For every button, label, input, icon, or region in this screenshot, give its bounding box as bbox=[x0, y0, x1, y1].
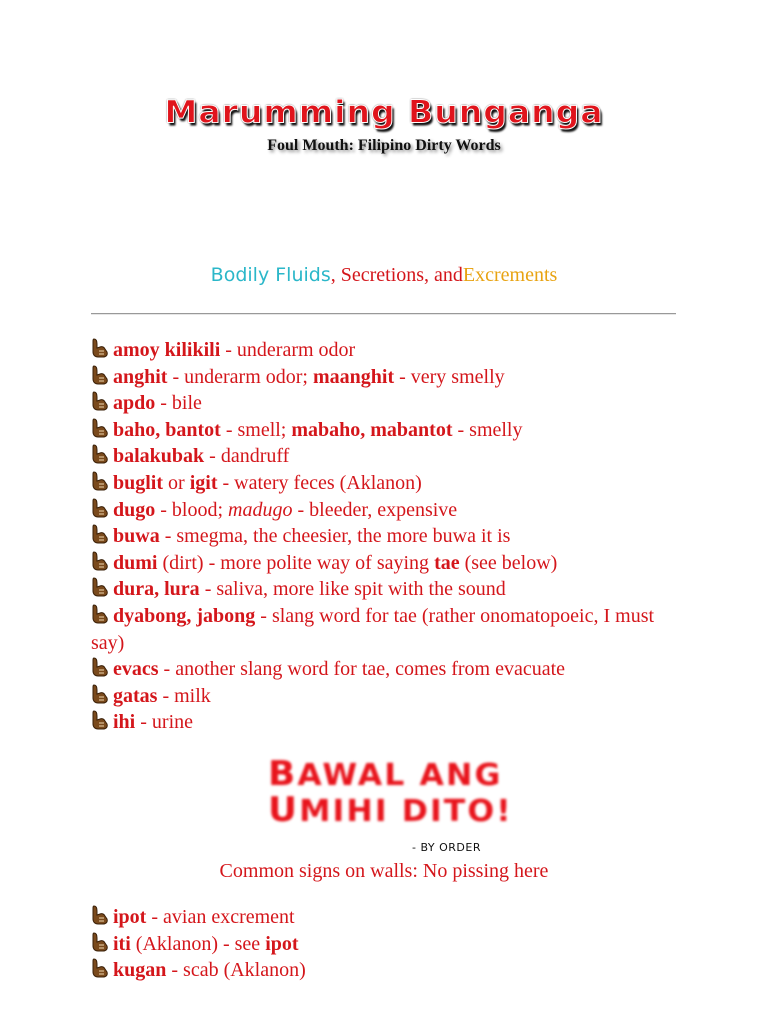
term: ipot bbox=[265, 932, 299, 955]
list-item bbox=[91, 364, 691, 391]
list-item bbox=[91, 656, 691, 683]
word-list bbox=[91, 337, 691, 736]
definition: - bile bbox=[155, 392, 202, 415]
pointing-hand-icon bbox=[91, 418, 109, 438]
sign-image bbox=[268, 754, 513, 857]
term: kugan bbox=[113, 959, 167, 982]
site-logo bbox=[0, 92, 768, 155]
list-item bbox=[91, 417, 691, 444]
pointing-hand-icon bbox=[91, 444, 109, 464]
definition: (dirt) - more polite way of saying bbox=[157, 551, 435, 574]
term: evacs bbox=[113, 658, 159, 681]
definition: - slang word for tae (rather onomatopoeic, I must say) bbox=[91, 604, 655, 654]
pointing-hand-icon bbox=[91, 471, 109, 491]
pointing-hand-icon bbox=[91, 684, 109, 704]
term: dyabong, jabong bbox=[113, 604, 256, 627]
definition: - urine bbox=[135, 711, 194, 734]
definition: - blood; bbox=[155, 498, 229, 521]
definition: - another slang word for tae, comes from evacuate bbox=[158, 658, 566, 681]
definition: - scab (Aklanon) bbox=[166, 959, 306, 982]
list-item bbox=[91, 470, 691, 497]
pointing-hand-icon bbox=[91, 905, 109, 925]
logo-title: Marumming Bunganga bbox=[164, 92, 604, 131]
term: apdo bbox=[113, 392, 156, 415]
pointing-hand-icon bbox=[91, 551, 109, 571]
definition: (see below) bbox=[459, 551, 558, 574]
list-item bbox=[91, 337, 691, 364]
term: tae bbox=[434, 551, 460, 574]
pointing-hand-icon bbox=[91, 524, 109, 544]
pointing-hand-icon bbox=[91, 498, 109, 518]
list-item bbox=[91, 603, 691, 656]
list-item bbox=[91, 523, 691, 550]
term: anghit bbox=[113, 365, 168, 388]
term: ipot bbox=[113, 906, 147, 928]
definition: - underarm odor; bbox=[167, 365, 313, 388]
term: buglit bbox=[113, 471, 164, 494]
horizontal-rule bbox=[91, 313, 676, 315]
list-item bbox=[91, 576, 691, 603]
logo-subtitle: Foul Mouth: Filipino Dirty Words bbox=[267, 137, 501, 154]
pointing-hand-icon bbox=[91, 338, 109, 358]
definition: - bleeder, expensive bbox=[292, 498, 458, 521]
term: buwa bbox=[113, 525, 160, 548]
list-item bbox=[91, 497, 691, 524]
pointing-hand-icon bbox=[91, 710, 109, 730]
definition: - smelly bbox=[452, 418, 523, 441]
pointing-hand-icon bbox=[91, 391, 109, 411]
term: gatas bbox=[113, 684, 158, 707]
pointing-hand-icon bbox=[91, 577, 109, 597]
list-item bbox=[91, 957, 691, 984]
term: dura, lura bbox=[113, 578, 200, 601]
list-item bbox=[91, 550, 691, 577]
pointing-hand-icon bbox=[91, 958, 109, 978]
list-item bbox=[91, 904, 691, 931]
definition: - milk bbox=[157, 684, 211, 707]
sign-line-1: BAWAL ANG bbox=[268, 754, 503, 794]
term: ihi bbox=[113, 711, 136, 734]
definition: - saliva, more like spit with the sound bbox=[199, 578, 506, 601]
definition: - watery feces (Aklanon) bbox=[217, 471, 422, 494]
list-item bbox=[91, 443, 691, 470]
term: mabaho, mabantot bbox=[291, 418, 453, 441]
heading-excrements: Excrements bbox=[462, 264, 558, 286]
definition: or bbox=[163, 471, 190, 494]
term: maanghit bbox=[312, 365, 395, 388]
term: balakubak bbox=[113, 445, 205, 468]
sign-line-2: UMIHI DITO! bbox=[268, 790, 513, 830]
list-item bbox=[91, 390, 691, 417]
sign-caption: Common signs on walls: No pissing here bbox=[219, 860, 549, 882]
pointing-hand-icon bbox=[91, 365, 109, 385]
term: dugo bbox=[113, 498, 156, 521]
list-item bbox=[91, 683, 691, 710]
term: baho, bantot bbox=[113, 418, 221, 441]
term: igit bbox=[189, 471, 218, 494]
list-item bbox=[91, 931, 691, 958]
pointing-hand-icon bbox=[91, 604, 109, 624]
word-list-continued bbox=[91, 904, 691, 984]
definition: - smegma, the cheesier, the more buwa it is bbox=[159, 525, 511, 548]
definition: - avian excrement bbox=[146, 906, 295, 928]
term: iti bbox=[113, 932, 131, 955]
definition: - very smelly bbox=[394, 365, 505, 388]
term: dumi bbox=[113, 551, 158, 574]
term: amoy kilikili bbox=[113, 339, 221, 361]
definition: - underarm odor bbox=[220, 339, 356, 361]
definition: (Aklanon) - see bbox=[130, 932, 266, 955]
heading-bodily-fluids: Bodily Fluids bbox=[210, 264, 331, 286]
sign-by-order: - BY ORDER bbox=[412, 841, 481, 854]
definition: - smell; bbox=[220, 418, 292, 441]
heading-secretions: , Secretions, and bbox=[330, 264, 463, 286]
pointing-hand-icon bbox=[91, 657, 109, 677]
list-item bbox=[91, 709, 691, 736]
pointing-hand-icon bbox=[91, 932, 109, 952]
definition: - dandruff bbox=[204, 445, 290, 468]
term-italic: madugo bbox=[228, 498, 293, 521]
section-heading bbox=[0, 264, 768, 287]
